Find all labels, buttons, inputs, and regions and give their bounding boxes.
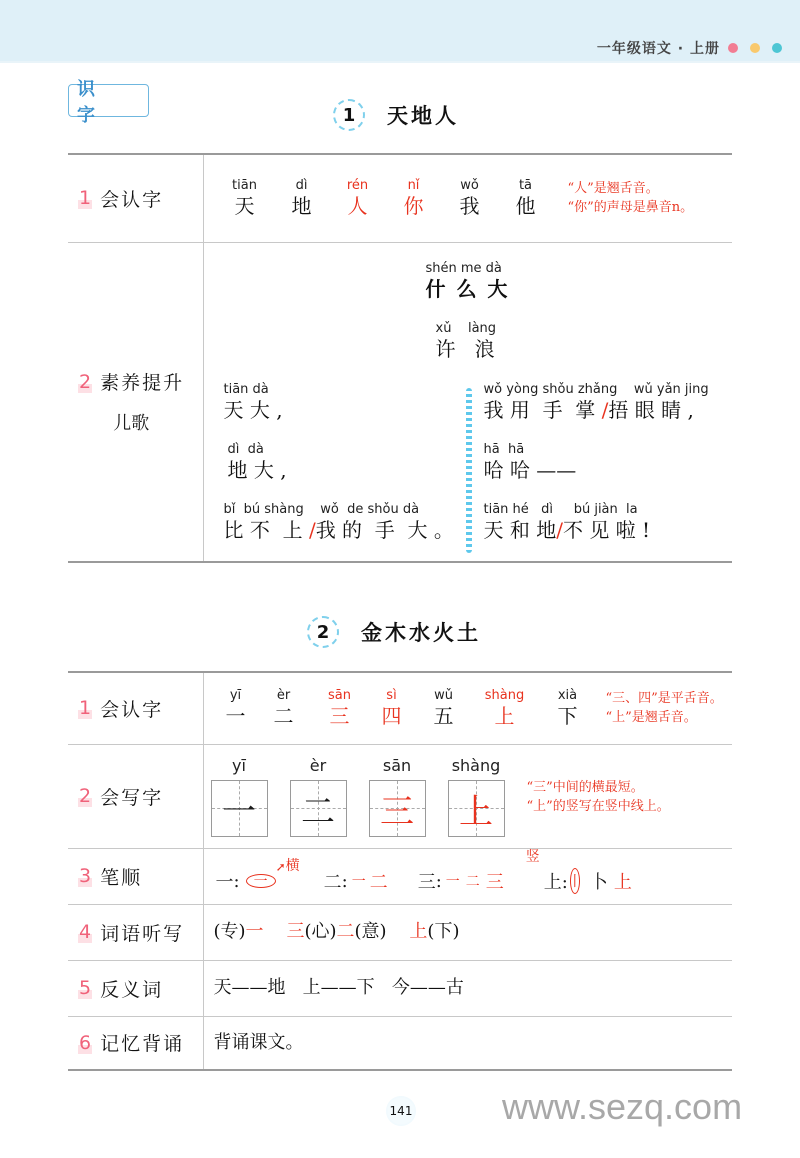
- poem-line: hā hā 哈 哈 ——: [483, 441, 577, 482]
- row-label-text: 词语听写: [100, 922, 185, 945]
- row-content: [203, 1016, 732, 1070]
- row-content: 一 : 一 ➚ 横 二 : 一 二 三 : 一 二 三 竖 上: 丨 卜 上: [203, 848, 732, 904]
- recite-instruction: 背诵课文。: [213, 1031, 304, 1053]
- poem-title: shén me dà 什 么 大: [425, 260, 510, 301]
- pink-dot-icon: [728, 43, 738, 53]
- char-item: nǐ 你: [403, 178, 424, 219]
- char-item: shàng 上: [484, 688, 525, 729]
- char-item: sān 三: [328, 688, 351, 729]
- stroke-callout: 竖: [525, 849, 540, 865]
- row-number: 2: [79, 370, 92, 393]
- row-label: [68, 154, 203, 242]
- char-item: xià 下: [557, 688, 578, 729]
- tian-grid-box: 三: [369, 780, 426, 837]
- row-content: [203, 960, 732, 1016]
- pause-slash: /: [601, 397, 609, 422]
- row-label: [68, 960, 203, 1016]
- tian-grid-box: 一: [211, 780, 268, 837]
- stroke-char: 三: [417, 872, 436, 893]
- tian-grid-item: sān 三: [369, 756, 426, 837]
- row-label: [68, 744, 203, 848]
- row-content: [203, 154, 732, 242]
- char-item: dì 地: [291, 178, 312, 219]
- lesson-name: 天地人: [387, 104, 459, 128]
- stroke-highlight-oval: 一: [246, 874, 276, 888]
- char-item: tiān 天: [232, 178, 257, 219]
- row-number: 2: [79, 785, 92, 807]
- pause-slash: /: [556, 517, 563, 542]
- char-item: wǒ 我: [459, 178, 480, 219]
- watermark: www.sezq.com: [502, 1086, 743, 1127]
- lesson-number-badge: 1: [333, 99, 365, 131]
- row-stroke-order: [68, 848, 732, 904]
- row-label: [68, 1016, 203, 1070]
- row-number: 3: [79, 865, 92, 887]
- row-antonyms: [68, 960, 732, 1016]
- yellow-dot-icon: [750, 43, 760, 53]
- lesson-number-badge: 2: [307, 616, 339, 648]
- tian-grid-box: 上: [448, 780, 505, 837]
- row-literacy: [68, 242, 732, 562]
- book-title: 一年级语文 · 上册: [596, 41, 720, 57]
- stroke-char: 一: [215, 872, 234, 893]
- stroke-char: 上: [543, 872, 562, 893]
- arrow-icon: ➚: [275, 860, 286, 874]
- pause-slash: /: [308, 517, 316, 542]
- row-label-text: 记忆背诵: [100, 1033, 185, 1056]
- poem-line: wǒ yòng shǒu zhǎng wǔ yǎn jing 我 用 手 掌 /捂 眼 睛 ,: [483, 381, 709, 422]
- lesson-1-title: [333, 99, 459, 131]
- row-label-text: 反义词: [100, 978, 164, 1001]
- char-item: wǔ 五: [433, 688, 454, 729]
- poem-cell: [203, 242, 732, 562]
- poem-author: xǔ làng 许 浪: [435, 320, 497, 361]
- poem-line: dì dà 地 大 ,: [227, 441, 287, 482]
- tian-grid-item: yī 一: [211, 756, 268, 837]
- row-content: [203, 904, 732, 960]
- unit-tag: 识 字: [68, 84, 149, 117]
- row-label-text: 会认字: [100, 188, 164, 211]
- char-item: sì 四: [381, 688, 402, 729]
- row-number: 5: [79, 977, 92, 999]
- row-sub-label: 儿歌: [113, 413, 150, 434]
- tian-grid-item: shàng 上: [448, 756, 505, 837]
- writing-notes: “三”中间的横最短。 “上”的竖写在竖中线上。: [526, 779, 670, 814]
- char-item: èr 二: [273, 688, 294, 729]
- row-dictation: [68, 904, 732, 960]
- char-item: yī 一: [225, 688, 246, 729]
- row-number: 1: [79, 697, 92, 720]
- tian-grid-item: èr 二: [290, 756, 347, 837]
- row-label: [68, 672, 203, 744]
- teal-dot-icon: [772, 43, 782, 53]
- row-label-text: 会认字: [100, 698, 164, 721]
- row-label: [68, 848, 203, 904]
- row-write-chars: [68, 744, 732, 848]
- char-item: rén 人: [346, 178, 369, 219]
- lesson-2-title: [307, 616, 481, 648]
- poem-line: tiān hé dì bú jiàn la 天 和 地/不 见 啦 !: [483, 501, 651, 542]
- tian-grid-box: 二: [290, 780, 347, 837]
- poem-line: bǐ bú shàng wǒ de shǒu dà 比 不 上 /我 的 手 大 。: [223, 501, 454, 542]
- row-recite: [68, 1016, 732, 1070]
- row-recognize-chars: [68, 154, 732, 242]
- char-item: tā 他: [515, 178, 536, 219]
- row-number: 1: [79, 187, 92, 210]
- row-label: [68, 904, 203, 960]
- row-label-text: 会写字: [100, 786, 164, 809]
- wavy-divider: [466, 388, 472, 553]
- page-number: 141: [386, 1096, 416, 1126]
- row-label: [68, 242, 203, 562]
- row-label-text: 笔顺: [100, 866, 143, 889]
- antonym-pairs: 天——地 上——下 今——古: [213, 977, 464, 998]
- lesson-2-table: [68, 671, 732, 1071]
- row-content: [203, 744, 732, 848]
- row-recognize-chars: [68, 672, 732, 744]
- lesson-1-table: [68, 153, 732, 563]
- row-label-text: 素养提升: [100, 372, 185, 394]
- stroke-char: 二: [323, 872, 342, 893]
- poem-line: tiān dà 天 大 ,: [223, 381, 283, 422]
- lesson-name: 金木水火土: [361, 621, 481, 645]
- row-number: 6: [79, 1031, 92, 1054]
- stroke-callout: 横: [285, 858, 300, 874]
- pronunciation-notes: “人”是翘舌音。 “你”的声母是鼻音n。: [567, 181, 694, 216]
- dictation-words: (专)一 三(心)二(意) 上(下): [213, 921, 460, 942]
- row-number: 4: [79, 921, 92, 943]
- stroke-highlight-oval: 丨: [570, 868, 580, 894]
- row-content: [203, 672, 732, 744]
- pronunciation-notes: “三、四”是平舌音。 “上”是翘舌音。: [605, 691, 723, 726]
